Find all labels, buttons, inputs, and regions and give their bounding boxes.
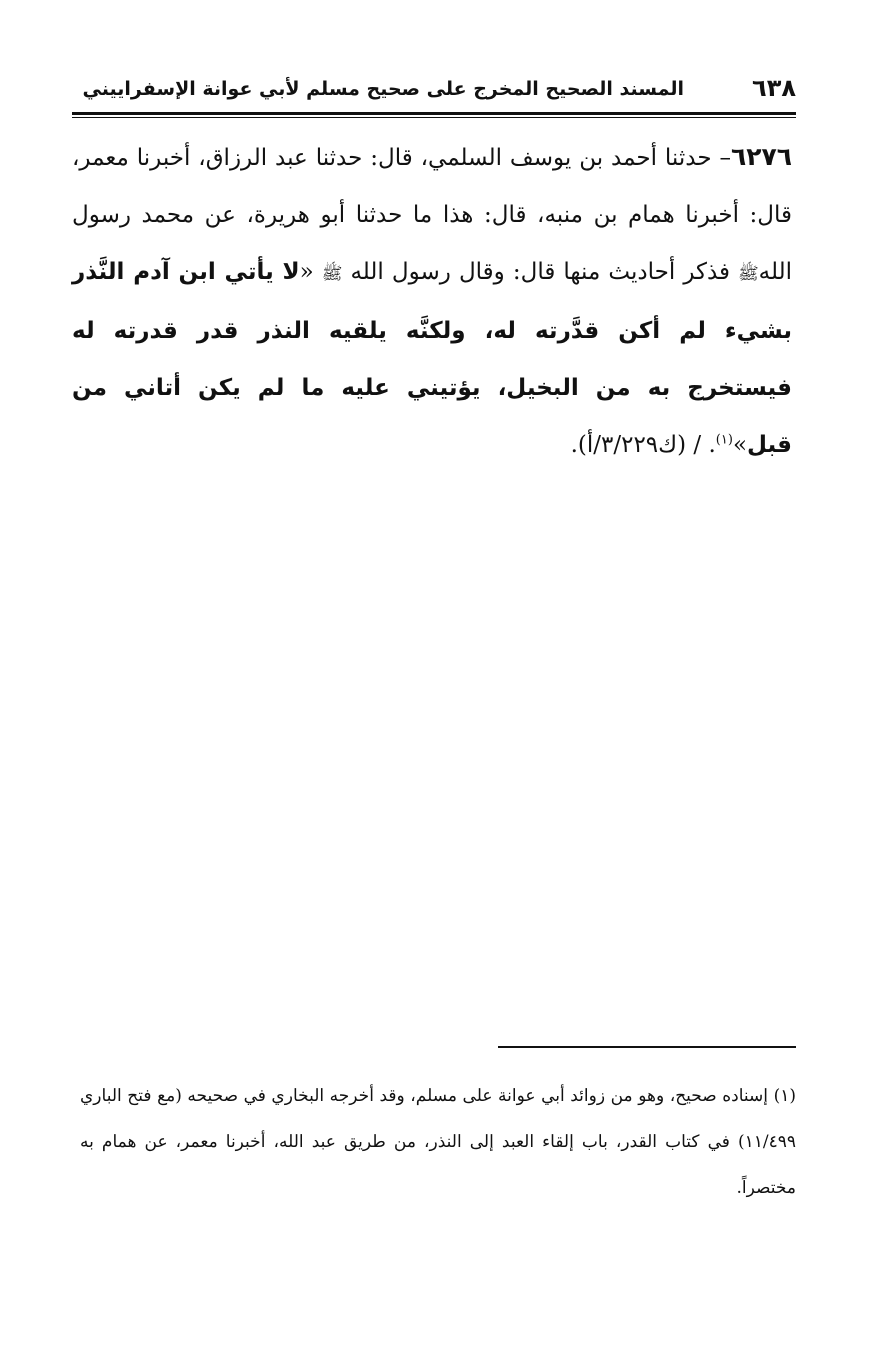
running-title: المسند الصحيح المخرج على صحيح مسلم لأبي عوانة الإسفراييني bbox=[82, 78, 684, 100]
footnote-reference[interactable]: (١) bbox=[715, 432, 733, 448]
footnote-1: (١) إسناده صحيح، وهو من زوائد أبي عوانة على مسلم، وقد أخرجه البخاري في صحيحه (مع فتح الباري ١١/٤٩٩) في كتاب القدر، باب إلقاء العبد إلى النذر، من طريق عبد الله، أخبرنا معمر، عن همام به مختصراً. bbox=[80, 1086, 796, 1198]
page-number: ٦٣٨ bbox=[752, 74, 796, 102]
page-header bbox=[72, 72, 796, 112]
hadith-paragraph bbox=[72, 128, 792, 474]
quote-open: « bbox=[299, 259, 322, 285]
header-rule-thin bbox=[72, 117, 796, 118]
hadith-matn: لا يأتي ابن آدم النَّذر بشيء لم أكن قدَّرته له، ولكنَّه يلقيه النذر قدر قدرته له فيستخرج به من البخيل، يؤتيني عليه ما لم يكن أتاني من قبل bbox=[72, 259, 792, 458]
manuscript-reference: . / (ك٣/٢٢٩/أ). bbox=[570, 432, 716, 458]
hadith-isnad: حدثنا أحمد بن يوسف السلمي، قال: حدثنا عبد الرزاق، أخبرنا معمر، قال: أخبرنا همام بن منبه، قال: هذا ما حدثنا أبو هريرة، عن محمد رسول الله bbox=[72, 145, 793, 285]
hadith-dash: – bbox=[711, 145, 731, 171]
salawat-mark-1: ﷺ bbox=[738, 264, 759, 284]
salawat-mark-2: ﷺ bbox=[321, 264, 343, 284]
hadith-transition: فذكر أحاديث منها قال: وقال رسول الله bbox=[342, 259, 739, 285]
quote-close: » bbox=[732, 432, 748, 458]
header-rule-thick bbox=[72, 112, 796, 115]
hadith-number: ٦٢٧٦ bbox=[730, 142, 792, 171]
footnote-separator bbox=[498, 1046, 796, 1048]
